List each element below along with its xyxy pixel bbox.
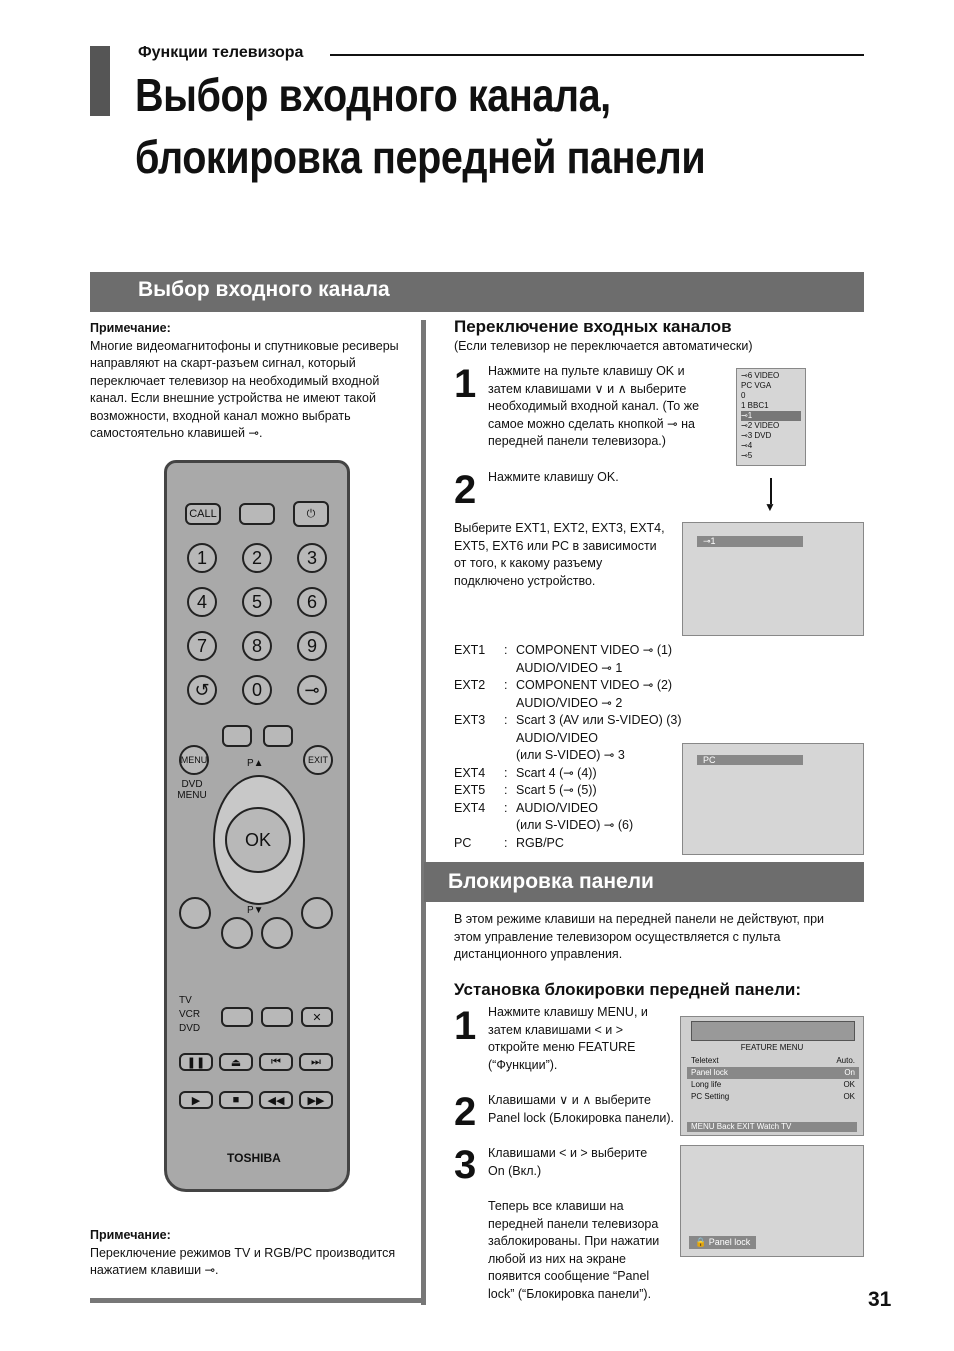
lock-step-number-2: 2	[454, 1090, 477, 1134]
power-icon: ⏻	[306, 507, 316, 520]
ext-value: AUDIO/VIDEO ⊸ 2	[516, 695, 623, 710]
p-up-label: P▲	[247, 758, 264, 769]
ext-row	[454, 817, 684, 835]
prev-button[interactable]	[259, 1053, 293, 1071]
ext-value: (или S-VIDEO) ⊸ 3	[516, 748, 625, 762]
input-switch-heading: Переключение входных каналов	[454, 317, 732, 336]
ext-row	[454, 730, 684, 748]
step1-text: Нажмите на пульте клавишу OK и затем клавишами ∨ и ∧ выберите необходимый входной канал. (То же самое можно сделать кнопкой ⊸ на передней панели телевизора.)	[488, 364, 700, 448]
channel-item[interactable]: ⊸3 DVD	[741, 431, 772, 440]
note-label: Примечание:	[90, 321, 171, 335]
ext-colon: :	[504, 835, 508, 850]
p-down-label: P▼	[247, 905, 264, 916]
ext-value: Scart 4 (⊸ (4))	[516, 765, 597, 780]
ext-key: EXT5	[454, 783, 486, 797]
rewind-button[interactable]	[259, 1091, 293, 1109]
panel-lock-screen	[680, 1145, 864, 1257]
brand-logo: TOSHIBA	[227, 1151, 281, 1165]
rewind-icon: ◀◀	[267, 1094, 285, 1107]
ext-key: EXT2	[454, 678, 486, 692]
title-marker	[90, 46, 110, 116]
lock-intro: В этом режиме клавиши на передней панели не действуют, при этом управление телевизором осуществляется с пульта дистанционного управления.	[454, 912, 825, 961]
ext-value: COMPONENT VIDEO ⊸ (1)	[516, 643, 673, 657]
ext-key	[454, 747, 504, 765]
menu-icon-bar	[691, 1021, 855, 1041]
note-top	[90, 320, 412, 443]
footer-back: Back	[716, 1122, 735, 1131]
ext-key	[454, 660, 504, 678]
page-number: 31	[868, 1288, 892, 1311]
digit-3-button[interactable]: 3	[297, 543, 327, 573]
ext-colon: :	[504, 678, 508, 692]
channel-list	[741, 371, 801, 461]
dvd-label: DVD	[179, 1023, 201, 1034]
ext-row	[454, 660, 684, 678]
note2-label: Примечание:	[90, 1228, 171, 1242]
ext-colon	[504, 747, 516, 765]
ext-row	[454, 835, 684, 853]
ext-key: EXT4	[454, 800, 486, 815]
input-screen-2	[682, 743, 864, 855]
feature-row-value: Auto.	[836, 1056, 855, 1065]
input-label-pc: PC	[697, 755, 803, 765]
step-number-1: 1	[454, 362, 477, 406]
section-label: Функции телевизора	[138, 44, 304, 61]
digit-1-button[interactable]: 1	[187, 543, 217, 573]
tv-label: TV	[179, 995, 192, 1006]
mute-button[interactable]	[301, 1007, 333, 1027]
volume-mode-button[interactable]	[261, 1007, 293, 1027]
ext-key: EXT4	[454, 765, 486, 780]
ext-value: Scart 3 (AV или S-VIDEO) (3)	[516, 713, 682, 727]
channel-item[interactable]: ⊸1	[741, 411, 801, 421]
ext-row	[454, 782, 684, 800]
feature-row-name: Long life	[691, 1080, 722, 1089]
note-text: Многие видеомагнитофоны и спутниковые ресиверы направляют на скарт-разъем сигнал, который переключает телевизор на необходимый входной канал. Если внешние устройства не имеют такой возможности, входной канал можно выбрать самостоятельно клавишей ⊸.	[90, 338, 399, 440]
green-button[interactable]	[221, 917, 253, 949]
blue-button[interactable]	[301, 897, 333, 929]
step2-text: Нажмите клавишу OK.	[488, 470, 619, 484]
mute-icon: ✕	[312, 1011, 322, 1024]
digit-7-button[interactable]: 7	[187, 631, 217, 661]
stop-icon: ■	[232, 1094, 240, 1106]
panel-lock-message	[689, 1236, 756, 1249]
ext-row	[454, 800, 684, 818]
feature-row-value: OK	[843, 1080, 855, 1089]
ext-colon: :	[504, 800, 508, 815]
channel-item[interactable]: ⊸6 VIDEO	[741, 371, 780, 380]
select-text: Выберите EXT1, EXT2, EXT3, EXT4, EXT5, EXT6 или PC в зависимости от того, к какому разъему подключено устройство.	[454, 521, 665, 588]
ext-colon	[504, 695, 516, 713]
title-line-2: блокировка передней панели	[135, 131, 706, 183]
eject-button[interactable]	[219, 1053, 253, 1071]
return-icon: ↺	[194, 679, 210, 700]
ext-row	[454, 695, 684, 713]
call-button[interactable]: CALL	[185, 503, 221, 525]
section-band-input: Выбор входного канала	[90, 272, 864, 312]
forward-icon: ▶▶	[307, 1094, 325, 1107]
ext-colon: :	[504, 783, 508, 797]
teletext-button[interactable]	[239, 503, 275, 525]
channel-item[interactable]: PC VGA	[741, 381, 772, 390]
play-button[interactable]	[179, 1091, 213, 1109]
ext-colon	[504, 817, 516, 835]
feature-row-name: Panel lock	[691, 1068, 728, 1077]
feature-row-value: OK	[843, 1092, 855, 1101]
vcr-label: VCR	[179, 1009, 201, 1020]
input-switch-subheading: (Если телевизор не переключается автоматически)	[454, 339, 753, 353]
digit-8-button[interactable]: 8	[242, 631, 272, 661]
arrow-down-icon: ▼	[764, 500, 776, 514]
ext-key: PC	[454, 835, 472, 850]
ext-value: AUDIO/VIDEO	[516, 800, 598, 815]
channel-item[interactable]: ⊸4	[741, 441, 753, 450]
remote-control	[164, 460, 350, 1192]
input-icon: ⊸	[304, 679, 320, 700]
ext-row	[454, 677, 684, 695]
title-line-1: Выбор входного канала,	[135, 69, 611, 121]
stop-button[interactable]	[219, 1091, 253, 1109]
note2-text: Переключение режимов TV и RGB/PC производится нажатием клавиши ⊸.	[90, 1245, 396, 1277]
feature-row-name: Teletext	[691, 1056, 719, 1065]
ok-button[interactable]: OK	[225, 807, 291, 873]
ext-list	[454, 642, 684, 852]
menu-button[interactable]: MENU	[179, 745, 209, 775]
lock-heading: Установка блокировки передней панели:	[454, 980, 802, 999]
ext-key	[454, 695, 504, 713]
dvd-menu-label: DVD MENU	[177, 779, 207, 801]
digit-4-button[interactable]: 4	[187, 587, 217, 617]
lock-step3-text: Клавишами < и > выберите On (Вкл.)	[488, 1146, 648, 1178]
channel-list-screen	[736, 368, 806, 466]
digit-6-button[interactable]: 6	[297, 587, 327, 617]
lock-step1-text: Нажмите клавишу MENU, и затем клавишами < и > откройте меню FEATURE (“Функции”).	[488, 1005, 648, 1072]
picture-button[interactable]	[222, 725, 252, 747]
ext-colon	[504, 660, 516, 678]
ext-colon	[504, 730, 516, 748]
page-title	[135, 64, 705, 188]
footer-watch: Watch TV	[756, 1122, 792, 1131]
feature-row[interactable]	[687, 1055, 859, 1067]
lock-step3b-text: Теперь все клавиши на передней панели телевизора заблокированы. При нажатии любой из них на экране появится сообщение “Panel lock” (“Блокировка панели”).	[488, 1199, 660, 1301]
next-icon: ⏭	[311, 1055, 321, 1068]
play-icon: ▶	[191, 1094, 201, 1107]
ext-key	[454, 730, 504, 748]
input-label-1: ⊸1	[697, 536, 803, 547]
ext-value: AUDIO/VIDEO ⊸ 1	[516, 660, 623, 675]
pause-icon: ❚❚	[186, 1056, 206, 1069]
feature-row-value: On	[844, 1068, 855, 1077]
ext-key: EXT3	[454, 713, 486, 727]
ext-colon: :	[504, 713, 508, 727]
channel-item[interactable]: 1 BBC1	[741, 401, 769, 410]
feature-row-name: PC Setting	[691, 1092, 730, 1101]
ext-value: Scart 5 (⊸ (5))	[516, 783, 597, 797]
column-divider	[421, 320, 426, 1305]
ext-row	[454, 747, 684, 765]
forward-button[interactable]	[299, 1091, 333, 1109]
feature-menu-title: FEATURE MENU	[740, 1043, 804, 1052]
bottom-rule	[90, 1298, 426, 1303]
panel-lock-label: Panel lock	[708, 1237, 751, 1247]
red-button[interactable]	[179, 897, 211, 929]
note-bottom	[90, 1227, 412, 1280]
lock-step-number-1: 1	[454, 1004, 477, 1048]
yellow-button[interactable]	[261, 917, 293, 949]
ext-colon: :	[504, 765, 508, 780]
ext-key	[454, 817, 504, 835]
ext-row	[454, 765, 684, 783]
feature-row[interactable]	[687, 1091, 859, 1103]
feature-footer	[687, 1122, 857, 1132]
digit-5-button[interactable]: 5	[242, 587, 272, 617]
digit-2-button[interactable]: 2	[242, 543, 272, 573]
input-screen-1	[682, 522, 864, 636]
feature-rows	[687, 1055, 859, 1103]
power-button[interactable]	[293, 501, 329, 527]
eject-icon: ⏏	[230, 1056, 242, 1069]
footer-exit: EXIT	[736, 1122, 755, 1131]
ext-key: EXT1	[454, 643, 486, 657]
ext-colon: :	[504, 643, 508, 657]
prev-icon: ⏮	[271, 1055, 281, 1068]
feature-menu-screen	[680, 1016, 864, 1136]
step-number-2: 2	[454, 468, 477, 512]
exit-button[interactable]: EXIT	[303, 745, 333, 775]
pause-button[interactable]	[179, 1053, 213, 1071]
feature-row[interactable]	[687, 1067, 859, 1079]
ext-row	[454, 642, 684, 660]
ext-value: AUDIO/VIDEO	[516, 730, 598, 745]
lock-step2-text: Клавишами ∨ и ∧ выберите Panel lock (Блокировка панели).	[488, 1093, 674, 1125]
input-select-button[interactable]	[297, 675, 327, 705]
lock-step-number-3: 3	[454, 1143, 477, 1187]
section-rule	[330, 54, 864, 56]
channel-item[interactable]: ⊸2 VIDEO	[741, 421, 780, 430]
section-band-lock: Блокировка панели	[424, 862, 864, 902]
ext-value: RGB/PC	[516, 835, 564, 850]
feature-row[interactable]	[687, 1079, 859, 1091]
ext-value: COMPONENT VIDEO ⊸ (2)	[516, 678, 673, 692]
ext-row	[454, 712, 684, 730]
screen-button[interactable]	[263, 725, 293, 747]
lock-icon: 🔒	[695, 1237, 709, 1247]
ext-value: (или S-VIDEO) ⊸ (6)	[516, 818, 634, 832]
footer-menu: MENU	[691, 1122, 715, 1131]
channel-item[interactable]: ⊸5	[741, 451, 753, 460]
digit-9-button[interactable]: 9	[297, 631, 327, 661]
return-button[interactable]	[187, 675, 217, 705]
digit-0-button[interactable]: 0	[242, 675, 272, 705]
channel-item[interactable]: 0	[741, 391, 746, 400]
dual-button[interactable]	[221, 1007, 253, 1027]
next-button[interactable]	[299, 1053, 333, 1071]
